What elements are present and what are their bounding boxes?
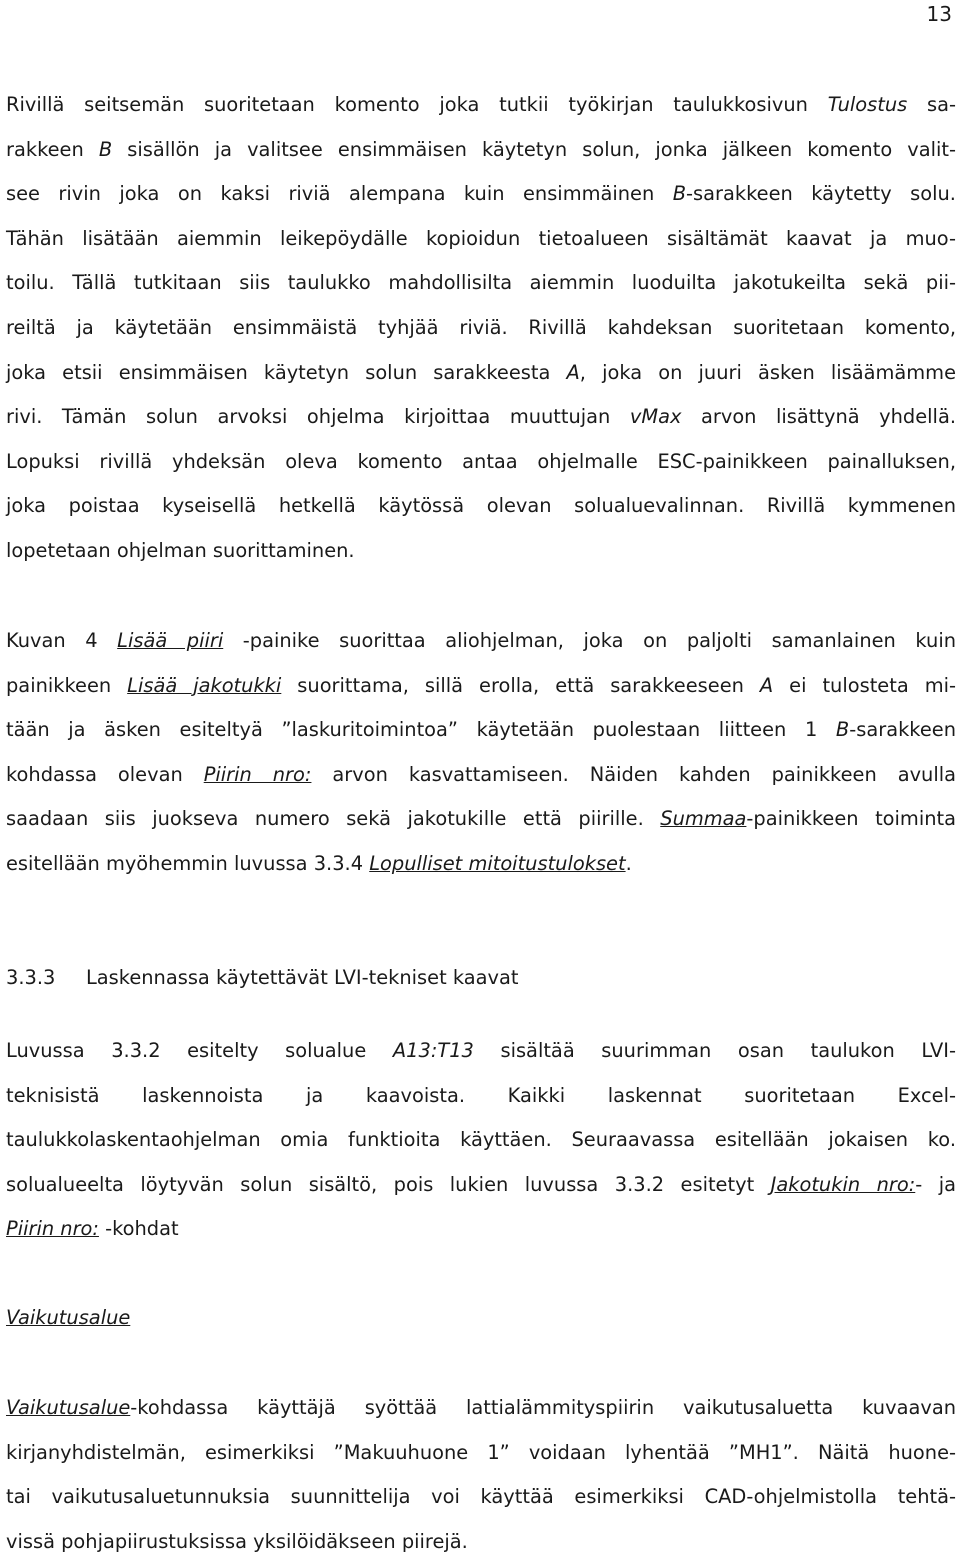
text-run: reiltä ja käytetään ensimmäistä tyhjää riviä. Rivillä kahdeksan suoritetaan komento, bbox=[6, 315, 956, 339]
text-line bbox=[6, 440, 956, 485]
page-number: 13 bbox=[926, 2, 952, 26]
italic-term: B bbox=[98, 137, 113, 161]
subheading-vaikutusalue: Vaikutusalue bbox=[6, 1306, 131, 1329]
text-run: toilu. Tällä tutkitaan siis taulukko mahdollisilta aiemmin luoduilta jakotukeilta sekä pii- bbox=[6, 271, 956, 295]
text-run: sa- bbox=[907, 93, 956, 116]
text-line bbox=[6, 619, 956, 664]
text-run: Tähän lisätään aiemmin leikepöydälle kopioidun tietoalueen sisältämät kaavat ja muo- bbox=[6, 226, 956, 250]
italic-term: A bbox=[566, 360, 580, 384]
text-run: - ja bbox=[915, 1172, 956, 1196]
italic-underlined-term: Summaa bbox=[660, 807, 747, 831]
italic-term: A bbox=[759, 673, 774, 697]
text-line bbox=[6, 1118, 956, 1163]
text-run: Lopuksi rivillä yhdeksän oleva komento antaa ohjelmalle ESC-painikkeen painalluksen, bbox=[6, 449, 956, 473]
text-line bbox=[6, 842, 956, 887]
text-run: suorittama, sillä erolla, että sarakkeeseen bbox=[281, 673, 760, 697]
text-run: vissä pohjapiirustuksissa yksilöidäkseen piirejä. bbox=[6, 1529, 468, 1553]
text-run: saadaan siis juokseva numero sekä jakotukille että piirille. bbox=[6, 807, 661, 831]
text-run: teknisistä laskennoista ja kaavoista. Kaikki laskennat suoritetaan Excel- bbox=[6, 1083, 956, 1107]
text-run: tään ja äsken esiteltyä ”laskuritoimintoa” käytetään puolestaan liitteen 1 bbox=[6, 718, 836, 742]
text-run: , joka on juuri äsken lisäämämme bbox=[579, 360, 956, 384]
text-run: . bbox=[625, 851, 632, 875]
text-run: lopetetaan ohjelman suorittaminen. bbox=[6, 538, 355, 562]
paragraph-add-circuit-button bbox=[6, 619, 956, 887]
text-run: -painike suorittaa aliohjelman, joka on paljolti samanlainen kuin bbox=[223, 629, 956, 652]
text-line bbox=[6, 1207, 956, 1252]
text-run: kohdassa olevan bbox=[6, 762, 204, 786]
text-run: joka etsii ensimmäisen käytetyn solun sarakkeesta bbox=[6, 360, 567, 384]
text-line bbox=[6, 1029, 956, 1074]
italic-term: B bbox=[672, 182, 687, 206]
italic-underlined-term: Lisää piiri bbox=[117, 629, 224, 652]
text-run: taulukkolaskentaohjelman omia funktioita käyttäen. Seuraavassa esitellään jokaisen ko. bbox=[6, 1128, 956, 1152]
text-line bbox=[6, 708, 956, 753]
text-run: Rivillä seitsemän suoritetaan komento joka tutkii työkirjan taulukkosivun bbox=[6, 93, 828, 116]
text-line bbox=[6, 529, 956, 574]
section-heading bbox=[6, 956, 518, 1001]
text-line bbox=[6, 664, 956, 709]
italic-underlined-term: Vaikutusalue bbox=[6, 1396, 131, 1419]
text-line bbox=[6, 351, 956, 396]
text-line bbox=[6, 1475, 956, 1520]
text-line bbox=[6, 395, 956, 440]
text-line bbox=[6, 797, 956, 842]
text-run: kirjanyhdistelmän, esimerkiksi ”Makuuhuone 1” voidaan lyhentää ”MH1”. Näitä huone- bbox=[6, 1440, 956, 1464]
text-line bbox=[6, 217, 956, 262]
text-run: painikkeen bbox=[6, 673, 128, 697]
paragraph-program-description bbox=[6, 83, 956, 574]
italic-underlined-term: Lisää jakotukki bbox=[127, 673, 282, 697]
text-run: solualueelta löytyvän solun sisältö, pois lukien luvussa 3.3.2 esitetyt bbox=[6, 1172, 771, 1196]
text-run: sisällön ja valitsee ensimmäisen käytetyn solun, jonka jälkeen komento valit- bbox=[112, 137, 956, 161]
text-line bbox=[6, 172, 956, 217]
text-line bbox=[6, 83, 956, 128]
text-line bbox=[6, 1074, 956, 1119]
text-run: rakkeen bbox=[6, 137, 99, 161]
text-run: ei tulosteta mi- bbox=[773, 673, 956, 697]
text-line bbox=[6, 1163, 956, 1208]
text-run: sisältää suurimman osan taulukon LVI- bbox=[473, 1039, 956, 1062]
text-run: -sarakkeen bbox=[849, 718, 956, 742]
italic-term: Tulostus bbox=[827, 93, 908, 116]
text-line bbox=[6, 1431, 956, 1476]
paragraph-formulas-intro bbox=[6, 1029, 956, 1252]
paragraph-vaikutusalue bbox=[6, 1386, 956, 1564]
section-title: Laskennassa käytettävät LVI-tekniset kaavat bbox=[86, 966, 519, 989]
text-run: joka poistaa kyseisellä hetkellä käytössä olevan solualuevalinnan. Rivillä kymmenen bbox=[6, 494, 956, 518]
italic-underlined-term: Lopulliset mitoitustulokset bbox=[369, 851, 626, 875]
italic-term: B bbox=[835, 718, 850, 742]
text-line bbox=[6, 306, 956, 351]
text-run: arvon lisättynä yhdellä. bbox=[681, 405, 956, 429]
italic-underlined-term: Jakotukin nro: bbox=[770, 1172, 916, 1196]
text-line bbox=[6, 753, 956, 798]
text-run: -painikkeen toiminta bbox=[746, 807, 956, 831]
text-run: see rivin joka on kaksi riviä alempana kuin ensimmäinen bbox=[6, 182, 673, 206]
text-run: -kohdat bbox=[98, 1217, 179, 1241]
text-line bbox=[6, 484, 956, 529]
text-run: -sarakkeen käytetty solu. bbox=[686, 182, 956, 206]
text-line bbox=[6, 1386, 956, 1431]
text-run: rivi. Tämän solun arvoksi ohjelma kirjoittaa muuttujan bbox=[6, 405, 630, 429]
italic-term: A13:T13 bbox=[392, 1039, 474, 1062]
text-run: Luvussa 3.3.2 esitelty solualue bbox=[6, 1039, 393, 1062]
text-run: esitellään myöhemmin luvussa 3.3.4 bbox=[6, 851, 370, 875]
text-line bbox=[6, 1520, 956, 1564]
italic-underlined-term: Piirin nro: bbox=[203, 762, 312, 786]
text-run: -kohdassa käyttäjä syöttää lattialämmityspiirin vaikutusaluetta kuvaavan bbox=[130, 1396, 956, 1419]
text-run: tai vaikutusaluetunnuksia suunnittelija voi käyttää esimerkiksi CAD-ohjelmistolla tehtä- bbox=[6, 1485, 956, 1509]
text-line bbox=[6, 128, 956, 173]
italic-term: vMax bbox=[629, 405, 682, 429]
section-number: 3.3.3 bbox=[6, 966, 56, 989]
italic-underlined-term: Piirin nro: bbox=[6, 1217, 99, 1241]
text-run: arvon kasvattamiseen. Näiden kahden painikkeen avulla bbox=[311, 762, 956, 786]
text-run: Kuvan 4 bbox=[6, 629, 118, 652]
text-line bbox=[6, 261, 956, 306]
